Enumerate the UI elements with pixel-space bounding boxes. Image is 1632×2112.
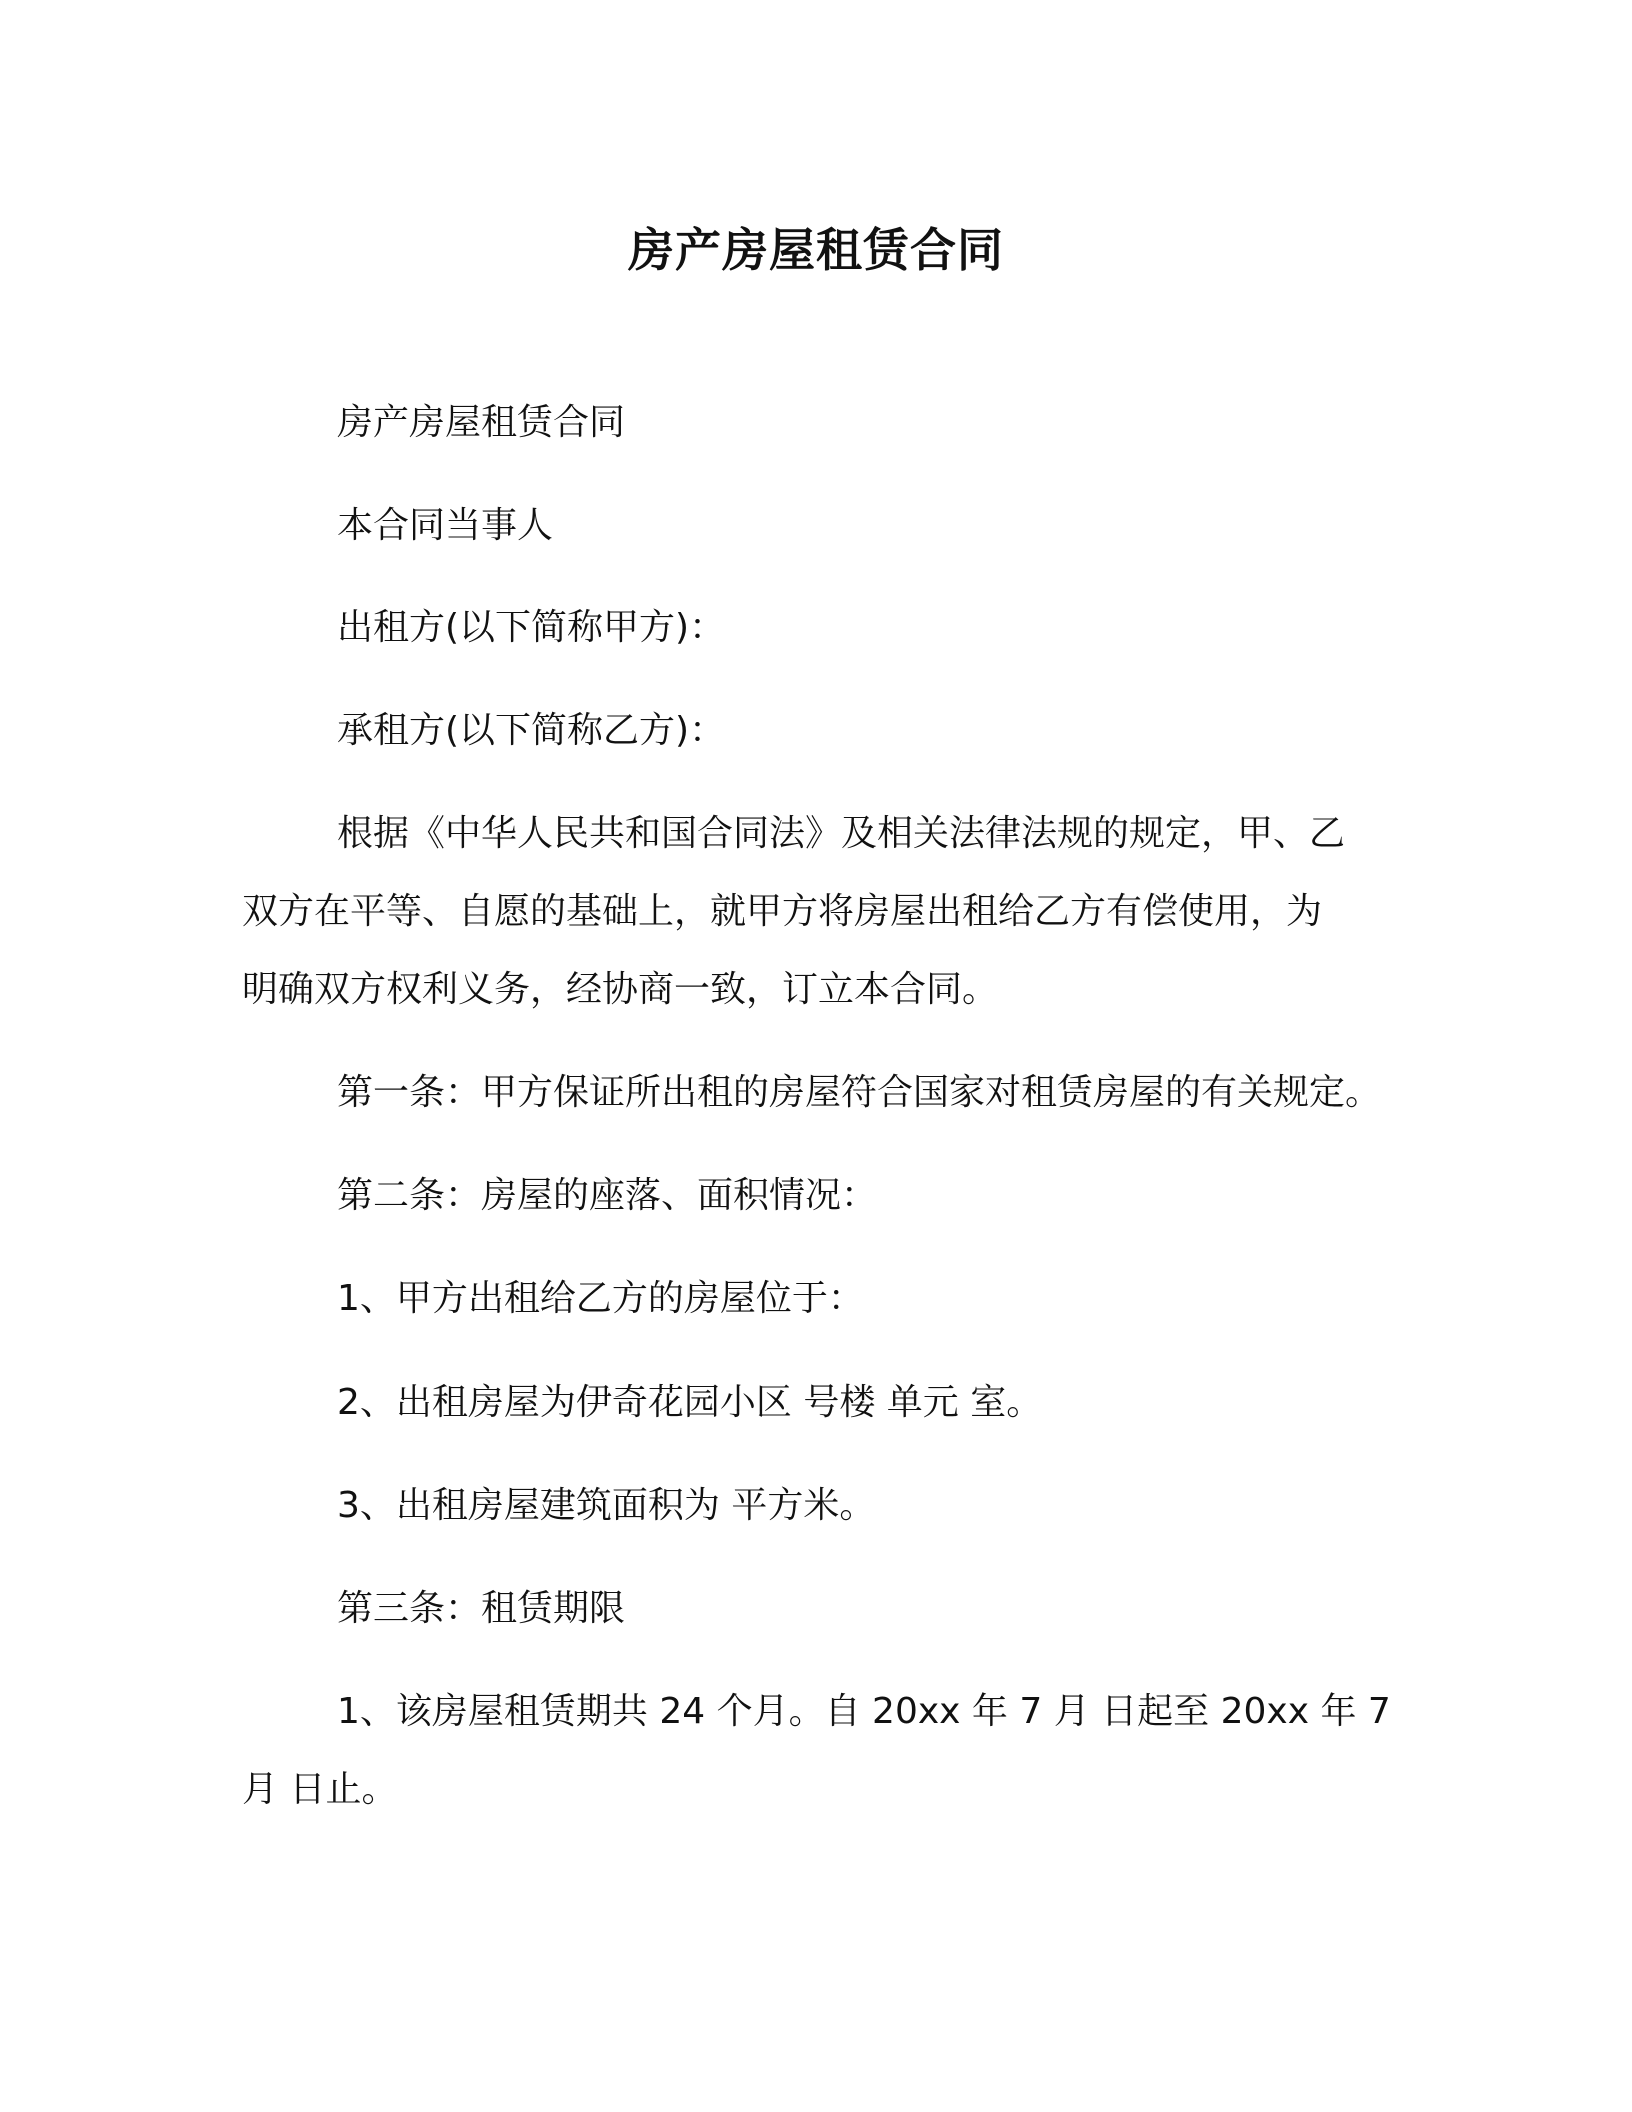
paragraph bbox=[242, 1260, 1392, 1338]
paragraph-text: 本合同当事人 bbox=[337, 505, 554, 546]
paragraph-text: 明确双方权利义务，经协商一致，订立本合同。 bbox=[242, 969, 999, 1010]
paragraph bbox=[242, 1157, 1392, 1235]
paragraph-text: 房产房屋租赁合同 bbox=[337, 402, 626, 443]
document-title: 房产房屋租赁合同 bbox=[628, 223, 1004, 277]
paragraph bbox=[242, 1467, 1392, 1545]
paragraph bbox=[242, 589, 1392, 667]
paragraph bbox=[242, 795, 1392, 1029]
paragraph bbox=[242, 1673, 1392, 1829]
paragraph bbox=[242, 1364, 1392, 1442]
paragraph bbox=[242, 1054, 1392, 1132]
paragraph-text: 承租方(以下简称乙方)： bbox=[337, 710, 726, 751]
paragraph-text: 第一条：甲方保证所出租的房屋符合国家对租赁房屋的有关规定。 bbox=[337, 1072, 1382, 1113]
paragraph-text: 第三条：租赁期限 bbox=[337, 1588, 626, 1629]
paragraph bbox=[242, 487, 1392, 565]
paragraph bbox=[242, 384, 1392, 462]
paragraph-text: 双方在平等、自愿的基础上，就甲方将房屋出租给乙方有偿使用，为 bbox=[242, 891, 1323, 932]
paragraph-text: 3、出租房屋建筑面积为 平方米。 bbox=[337, 1485, 876, 1526]
paragraph-text: 出租方(以下简称甲方)： bbox=[337, 607, 726, 648]
paragraph bbox=[242, 1570, 1392, 1648]
paragraph bbox=[242, 692, 1392, 770]
paragraph-text: 1、甲方出租给乙方的房屋位于： bbox=[337, 1278, 864, 1319]
paragraph-text: 根据《中华人民共和国合同法》及相关法律法规的规定，甲、乙 bbox=[337, 813, 1346, 854]
paragraph-text: 第二条：房屋的座落、面积情况： bbox=[337, 1175, 878, 1216]
paragraph-text: 月 日止。 bbox=[242, 1769, 398, 1810]
paragraph-text: 1、该房屋租赁期共 24 个月。自 20xx 年 7 月 日起至 20xx 年 7 bbox=[337, 1691, 1391, 1732]
paragraph-text: 2、出租房屋为伊奇花园小区 号楼 单元 室。 bbox=[337, 1382, 1043, 1423]
